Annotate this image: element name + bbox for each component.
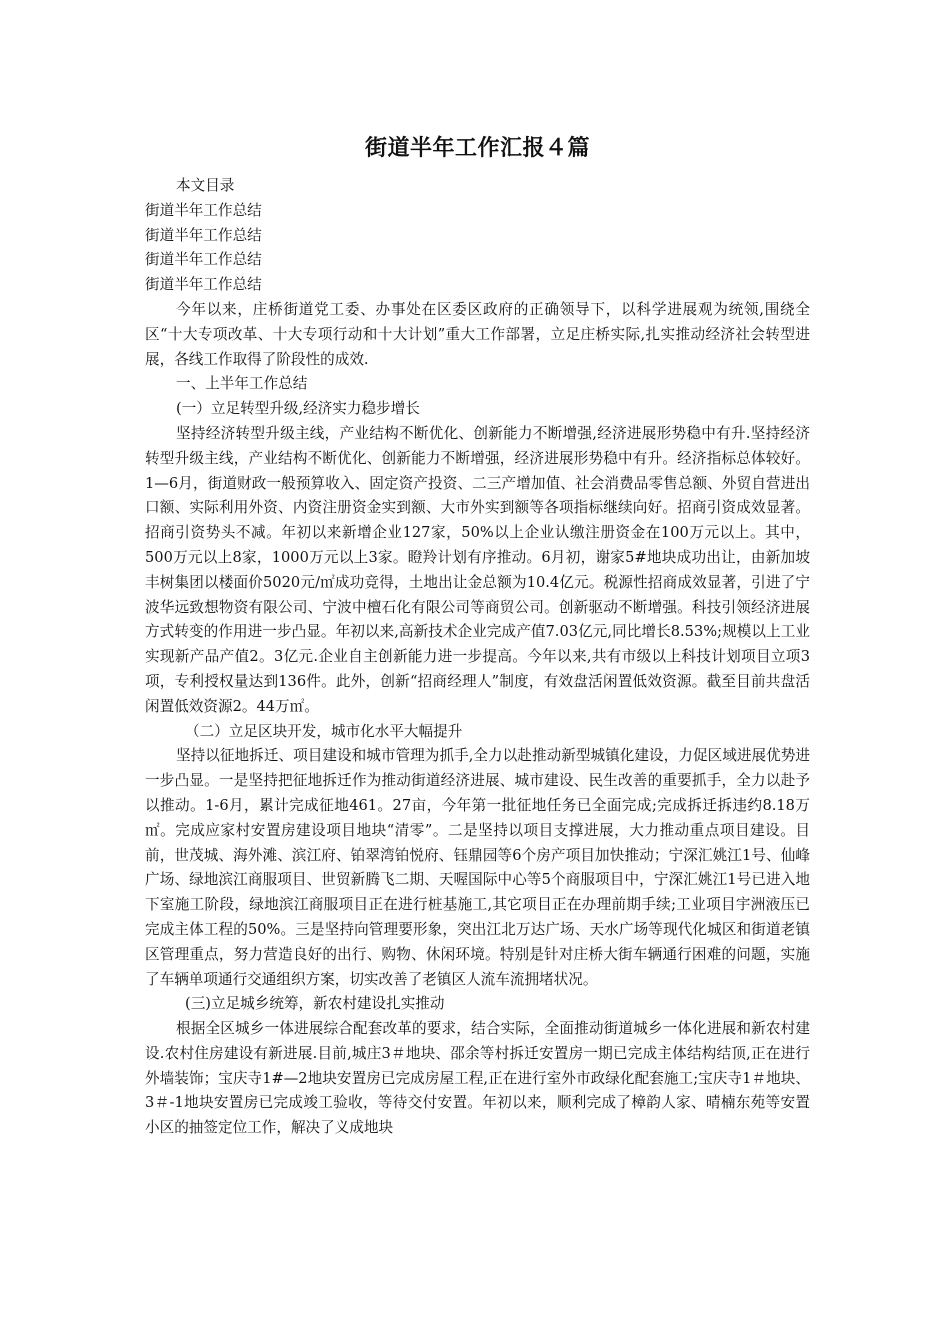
toc-item[interactable]: 街道半年工作总结 (145, 251, 262, 269)
toc-heading: 本文目录 (176, 177, 235, 194)
document-title: 街道半年工作汇报４篇 (364, 136, 590, 161)
intro-paragraph: 今年以来，庄桥街道党工委、办事处在区委区政府的正确领导下，以科学进展观为统领,围绕全区“十大专项改革、十大专项行动和十大计划”重大工作部署，立足庄桥实际,扎实推动经济社会转型进展，各线工作取得了阶段性的成效. (145, 300, 810, 368)
body-paragraph: 坚持以征地拆迁、项目建设和城市管理为抓手,全力以赴推动新型城镇化建设，力促区域进展优势进一步凸显。一是坚持把征地拆迁作为推动街道经济进展、城市建设、民生改善的重要抓手，全力以赴予以推动。1-6月，累计完成征地461。27亩，今年第一批征地任务已全面完成;完成拆迁拆违约8.18万㎡。完成应家村安置房建设项目地块“清零”。二是坚持以项目支撑进展，大力推动重点项目建设。目前，世茂城、海外滩、滨江府、铂翠湾铂悦府、钰鼎园等6个房产项目加快推动；宁深汇姚江1号、仙峰广场、绿地滨江商服项目、世贸新腾飞二期、天喔国际中心等5个商服项目中，宁深汇姚江1号已进入地下室施工阶段，绿地滨江商服项目正在进行桩基施工,其它项目正在办理前期手续;工业项目宇洲液压已完成主体工程的50%。三是坚持向管理要形象，突出江北万达广场、天水广场等现代化城区和街道老镇区管理重点，努力营造良好的出行、购物、休闲环境。特别是针对庄桥大街车辆通行困难的问题，实施了车辆单项通行交通组织方案，切实改善了老镇区人流车流拥堵状况。 (145, 747, 810, 988)
subsection-heading: (三)立足城乡统筹，新农村建设扎实推动 (185, 995, 445, 1013)
body-paragraph: 根据全区城乡一体进展综合配套改革的要求，结合实际，全面推动街道城乡一体化进展和新农村建设.农村住房建设有新进展.目前,城庄3＃地块、邵余等村拆迁安置房一期已完成主体结构结顶,正在进行外墙装饰；宝庆寺1#—2地块安置房已完成房屋工程,正在进行室外市政绿化配套施工;宝庆寺1＃地块、3＃-1地块安置房已完成竣工验收，等待交付安置。年初以来，顺利完成了樟韵人家、晴楠东苑等安置小区的抽签定位工作，解决了义成地块 (145, 1020, 810, 1137)
document-page (145, 128, 810, 1141)
body-paragraph: 坚持经济转型升级主线，产业结构不断优化、创新能力不断增强,经济进展形势稳中有升.坚持经济转型升级主线，产业结构不断优化、创新能力不断增强，经济进展形势稳中有升。经济指标总体较好。1—6月，街道财政一般预算收入、固定资产投资、二三产增加值、社会消费品零售总额、外贸自营进出口额、实际利用外资、内资注册资金实到额、大市外实到额等各项指标继续向好。招商引资成效显著。招商引资势头不减。年初以来新增企业127家，50%以上企业认缴注册资金在100万元以上。其中，500万元以上8家，1000万元以上3家。瞪羚计划有序推动。6月初，谢家5#地块成功出让，由新加坡丰树集团以楼面价5020元/㎡成功竞得，土地出让金总额为10.4亿元。税源性招商成效显著，引进了宁波华远致想物资有限公司、宁波中檀石化有限公司等商贸公司。创新驱动不断增强。科技引领经济进展方式转变的作用进一步凸显。年初以来,高新技术企业完成产值7.03亿元,同比增长8.53%;规模以上工业实现新产品产值2。3亿元.企业自主创新能力进一步提高。今年以来,共有市级以上科技计划项目立项3项，专利授权量达到136件。此外，创新“招商经理人”制度，有效盘活闲置低效资源。截至目前共盘活闲置低效资源2。44万㎡。 (145, 424, 810, 715)
subsection-heading: （二）立足区块开发，城市化水平大幅提升 (185, 722, 463, 740)
toc-item[interactable]: 街道半年工作总结 (145, 276, 262, 294)
toc-item[interactable]: 街道半年工作总结 (145, 226, 262, 244)
toc-item[interactable]: 街道半年工作总结 (145, 201, 262, 219)
section-heading: 一、上半年工作总结 (176, 375, 308, 393)
toc-list (145, 199, 810, 298)
subsection-heading: (一）立足转型升级,经济实力稳步增长 (176, 400, 420, 418)
